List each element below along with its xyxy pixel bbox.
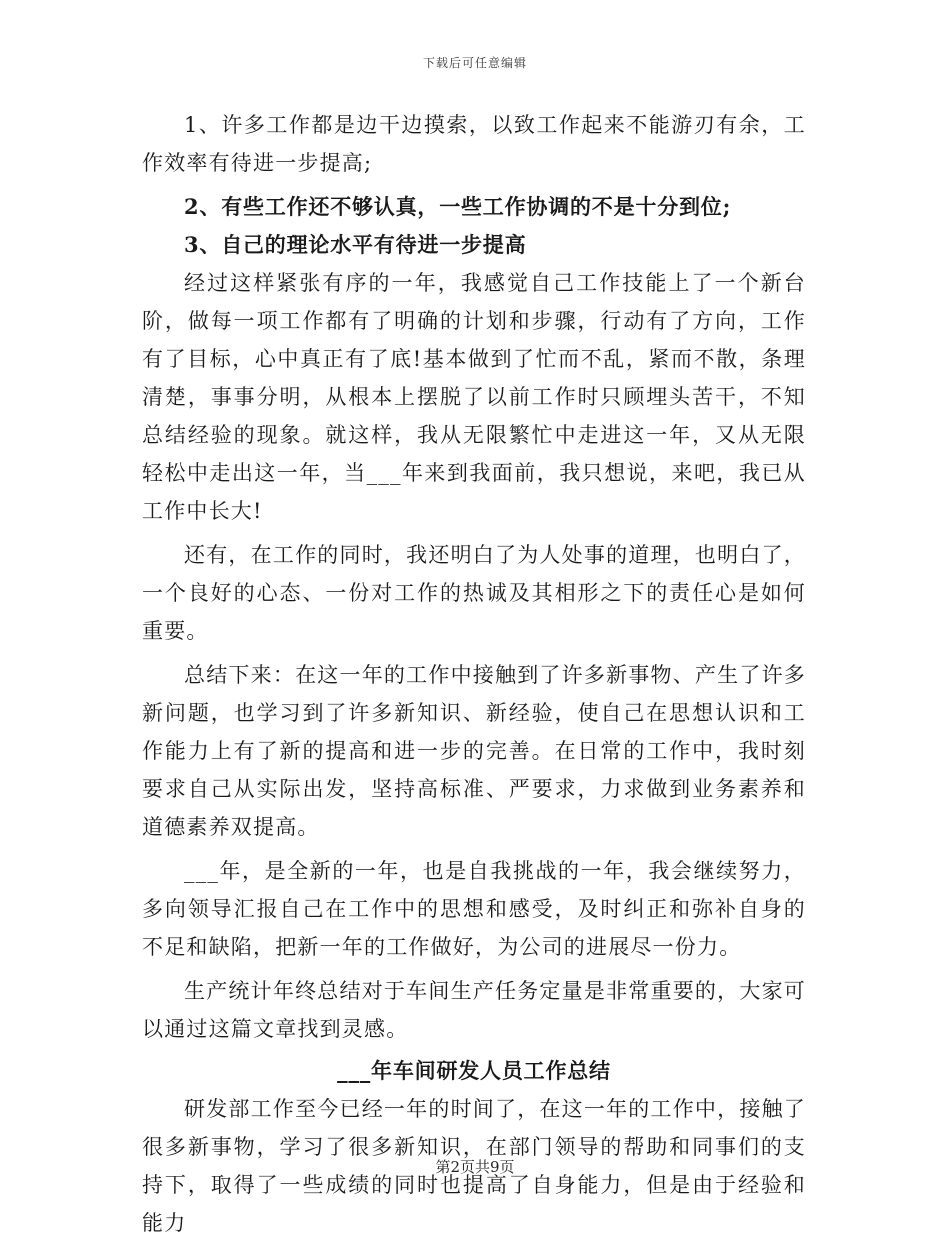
list-item-2: 2、有些工作还不够认真，一些工作协调的不是十分到位;: [184, 194, 732, 219]
paragraph-6: 研发部工作至今已经一年的时间了，在这一年的工作中，接触了很多新事物，学习了很多新知识，在部门领导的帮助和同事们的支持下，取得了一些成绩的同时也提高了自身能力，但是由于经验和能力: [142, 1097, 806, 1235]
document-body: [142, 106, 806, 1242]
paragraph-3: 总结下来：在这一年的工作中接触到了许多新事物、产生了许多新问题，也学习到了许多新知识、新经验，使自己在思想认识和工作能力上有了新的提高和进一步的完善。在日常的工作中，我时刻要求自己从实际出发，坚持高标准、严要求，力求做到业务素养和道德素养双提高。: [142, 663, 806, 839]
paragraph-4: ___年，是全新的一年，也是自我挑战的一年，我会继续努力，多向领导汇报自己在工作中的思想和感受，及时纠正和弥补自身的不足和缺陷，把新一年的工作做好，为公司的进展尽一份力。: [142, 859, 806, 959]
paragraph-5: 生产统计年终总结对于车间生产任务定量是非常重要的，大家可以通过这篇文章找到灵感。: [142, 979, 806, 1041]
paragraph-1: 经过这样紧张有序的一年，我感觉自己工作技能上了一个新台阶，做每一项工作都有了明确的计划和步骤，行动有了方向，工作有了目标，心中真正有了底!基本做到了忙而不乱，紧而不散，条理清楚，事事分明，从根本上摆脱了以前工作时只顾埋头苦干，不知总结经验的现象。就这样，我从无限繁忙中走进这一年，又从无限轻松中走出这一年，当___年来到我面前，我只想说，来吧，我已从工作中长大!: [142, 271, 806, 523]
page-number: 第2页共9页: [435, 1158, 515, 1176]
list-item-1: 1、许多工作都是边干边摸索，以致工作起来不能游刃有余，工作效率有待进一步提高;: [142, 113, 806, 175]
paragraph-2: 还有，在工作的同时，我还明白了为人处事的道理，也明白了，一个良好的心态、一份对工作的热诚及其相形之下的责任心是如何重要。: [142, 543, 806, 643]
list-item-3: 3、自己的理论水平有待进一步提高: [184, 232, 527, 257]
header-note: 下载后可任意编辑: [422, 56, 527, 70]
section-title: ___年车间研发人员工作总结: [337, 1058, 611, 1083]
